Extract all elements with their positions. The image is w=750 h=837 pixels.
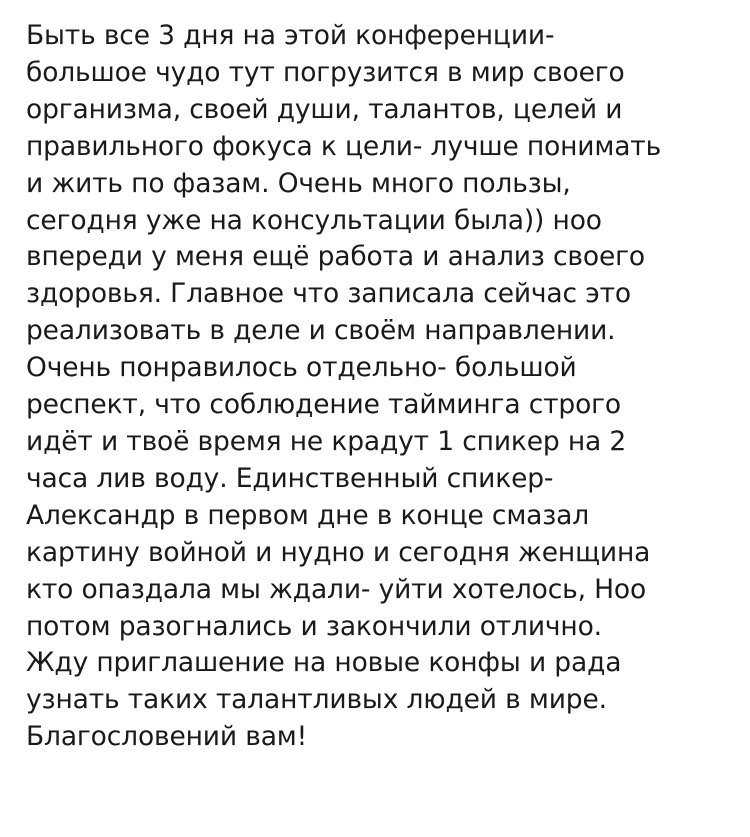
review-line: организма, своей души, талантов, целей и	[26, 93, 623, 125]
review-line: Очень понравилось отдельно- большой	[26, 352, 577, 384]
review-line: большое чудо тут погрузится в мир своего	[26, 56, 625, 88]
review-line: сегодня уже на консультации была)) ноо	[26, 204, 602, 236]
review-line: узнать таких талантливых людей в мире.	[26, 684, 607, 716]
review-line: Быть все 3 дня на этой конференции-	[26, 20, 555, 51]
review-text	[26, 18, 736, 756]
review-line: идёт и твоё время не крадут 1 спикер на 2	[26, 425, 627, 457]
review-line: Жду приглашение на новые конфы и рада	[26, 647, 622, 679]
review-line: респект, что соблюдение тайминга строго	[26, 389, 621, 421]
review-line: картину войной и нудно и сегодня женщина	[26, 536, 651, 568]
review-line: потом разогнались и закончили отлично.	[26, 610, 602, 642]
review-line: впереди у меня ещё работа и анализ своего	[26, 241, 645, 273]
review-line: реализовать в деле и своём направлении.	[26, 315, 616, 347]
review-line: правильного фокуса к цели- лучше понимать	[26, 130, 662, 162]
review-line: и жить по фазам. Очень много пользы,	[26, 167, 571, 199]
review-line: Александр в первом дне в конце смазал	[26, 499, 590, 531]
review-line: здоровья. Главное что записала сейчас это	[26, 278, 631, 310]
review-line: кто опаздала мы ждали- уйти хотелось, Ноо	[26, 573, 647, 605]
review-line: Благословений вам!	[26, 721, 308, 753]
review-line: часа лив воду. Единственный спикер-	[26, 462, 554, 494]
